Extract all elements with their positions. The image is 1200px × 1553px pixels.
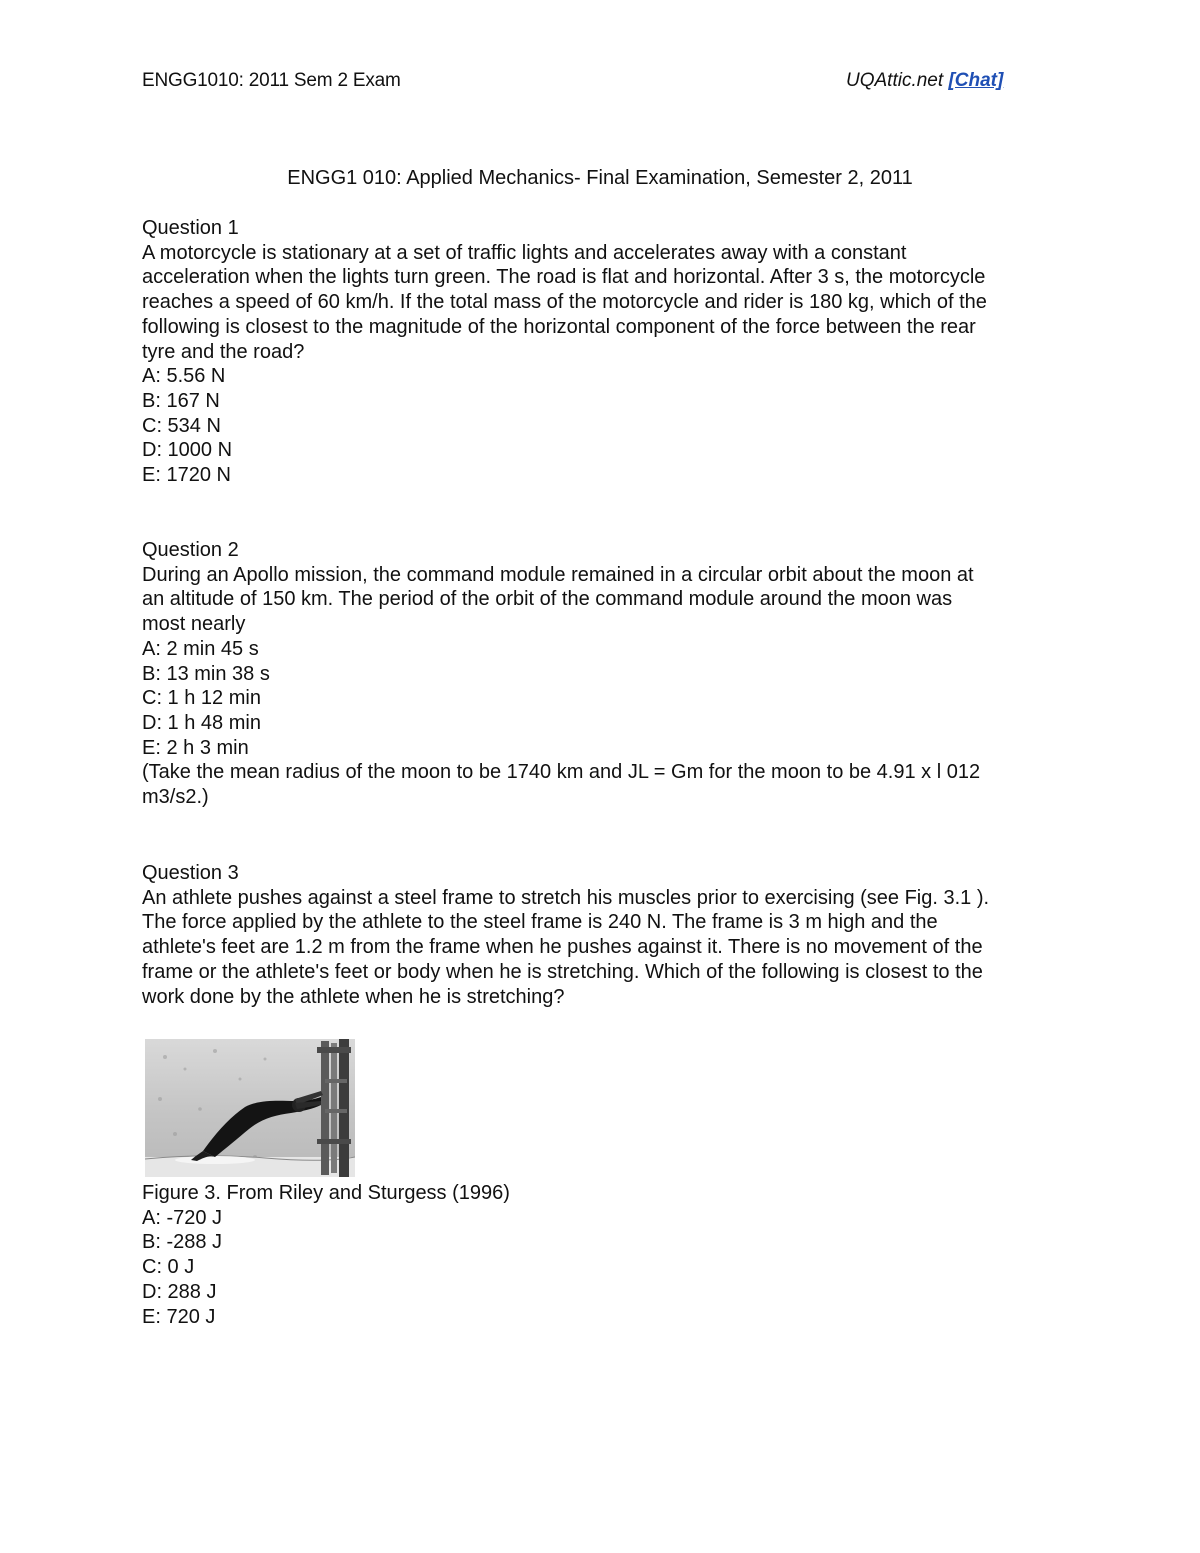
answer-option: D: 1000 N bbox=[142, 439, 233, 462]
answer-option: D: 1 h 48 min bbox=[142, 711, 261, 734]
question-text-line: reaches a speed of 60 km/h. If the total mass of the motorcycle and rider is 180 kg, which of the bbox=[142, 291, 987, 314]
question-3-answers bbox=[142, 1181, 510, 1329]
answer-option: C: 1 h 12 min bbox=[142, 687, 261, 710]
question-label: Question 3 bbox=[142, 862, 239, 884]
answer-option: D: 288 J bbox=[142, 1280, 217, 1303]
running-header-left: ENGG1010: 2011 Sem 2 Exam bbox=[142, 70, 401, 91]
question-3 bbox=[142, 861, 1062, 1009]
question-label: Question 2 bbox=[142, 539, 239, 561]
answer-option: B: 13 min 38 s bbox=[142, 662, 270, 685]
site-name: UQAttic.net bbox=[846, 70, 944, 91]
question-text-line: athlete's feet are 1.2 m from the frame when he pushes against it. There is no movement of the bbox=[142, 936, 983, 959]
question-text-line: A motorcycle is stationary at a set of traffic lights and accelerates away with a constant bbox=[142, 241, 907, 264]
question-1 bbox=[142, 216, 1062, 488]
question-text-line: frame or the athlete's feet or body when he is stretching. Which of the following is closest to the bbox=[142, 960, 983, 983]
answer-option: E: 1720 N bbox=[142, 464, 231, 487]
answer-option: E: 720 J bbox=[142, 1305, 216, 1328]
answer-option: C: 0 J bbox=[142, 1256, 195, 1279]
question-text-line: The force applied by the athlete to the steel frame is 240 N. The frame is 3 m high and the bbox=[142, 911, 938, 934]
answer-option: B: -288 J bbox=[142, 1231, 223, 1254]
question-note-line: (Take the mean radius of the moon to be 1740 km and JL = Gm for the moon to be 4.91 x l 012 bbox=[142, 761, 981, 784]
question-label: Question 1 bbox=[142, 217, 239, 239]
question-text-line: During an Apollo mission, the command module remained in a circular orbit about the moon at bbox=[142, 563, 974, 586]
question-text-line: An athlete pushes against a steel frame to stretch his muscles prior to exercising (see Fig. 3.1 ). bbox=[142, 886, 990, 909]
answer-option: A: 2 min 45 s bbox=[142, 637, 259, 660]
question-text-line: tyre and the road? bbox=[142, 340, 305, 363]
chat-link[interactable]: [Chat] bbox=[948, 70, 1004, 91]
answer-option: E: 2 h 3 min bbox=[142, 736, 249, 759]
answer-option: B: 167 N bbox=[142, 389, 220, 412]
question-text-line: following is closest to the magnitude of the horizontal component of the force between the rear bbox=[142, 315, 976, 338]
question-text-line: most nearly bbox=[142, 613, 246, 636]
answer-option: A: -720 J bbox=[142, 1206, 223, 1229]
athlete-frame-photo bbox=[145, 1039, 355, 1177]
question-2 bbox=[142, 538, 1062, 810]
figure-caption: Figure 3. From Riley and Sturgess (1996) bbox=[142, 1182, 510, 1204]
question-text-line: work done by the athlete when he is stretching? bbox=[142, 985, 565, 1008]
answer-option: C: 534 N bbox=[142, 414, 221, 437]
question-note-line: m3/s2.) bbox=[142, 786, 209, 809]
running-header-right bbox=[846, 70, 1003, 92]
question-text-line: an altitude of 150 km. The period of the orbit of the command module around the moon was bbox=[142, 588, 953, 611]
document-title: ENGG1 010: Applied Mechanics- Final Examination, Semester 2, 2011 bbox=[287, 167, 913, 189]
answer-option: A: 5.56 N bbox=[142, 365, 226, 388]
question-text-line: acceleration when the lights turn green. The road is flat and horizontal. After 3 s, the motorcycle bbox=[142, 266, 986, 289]
